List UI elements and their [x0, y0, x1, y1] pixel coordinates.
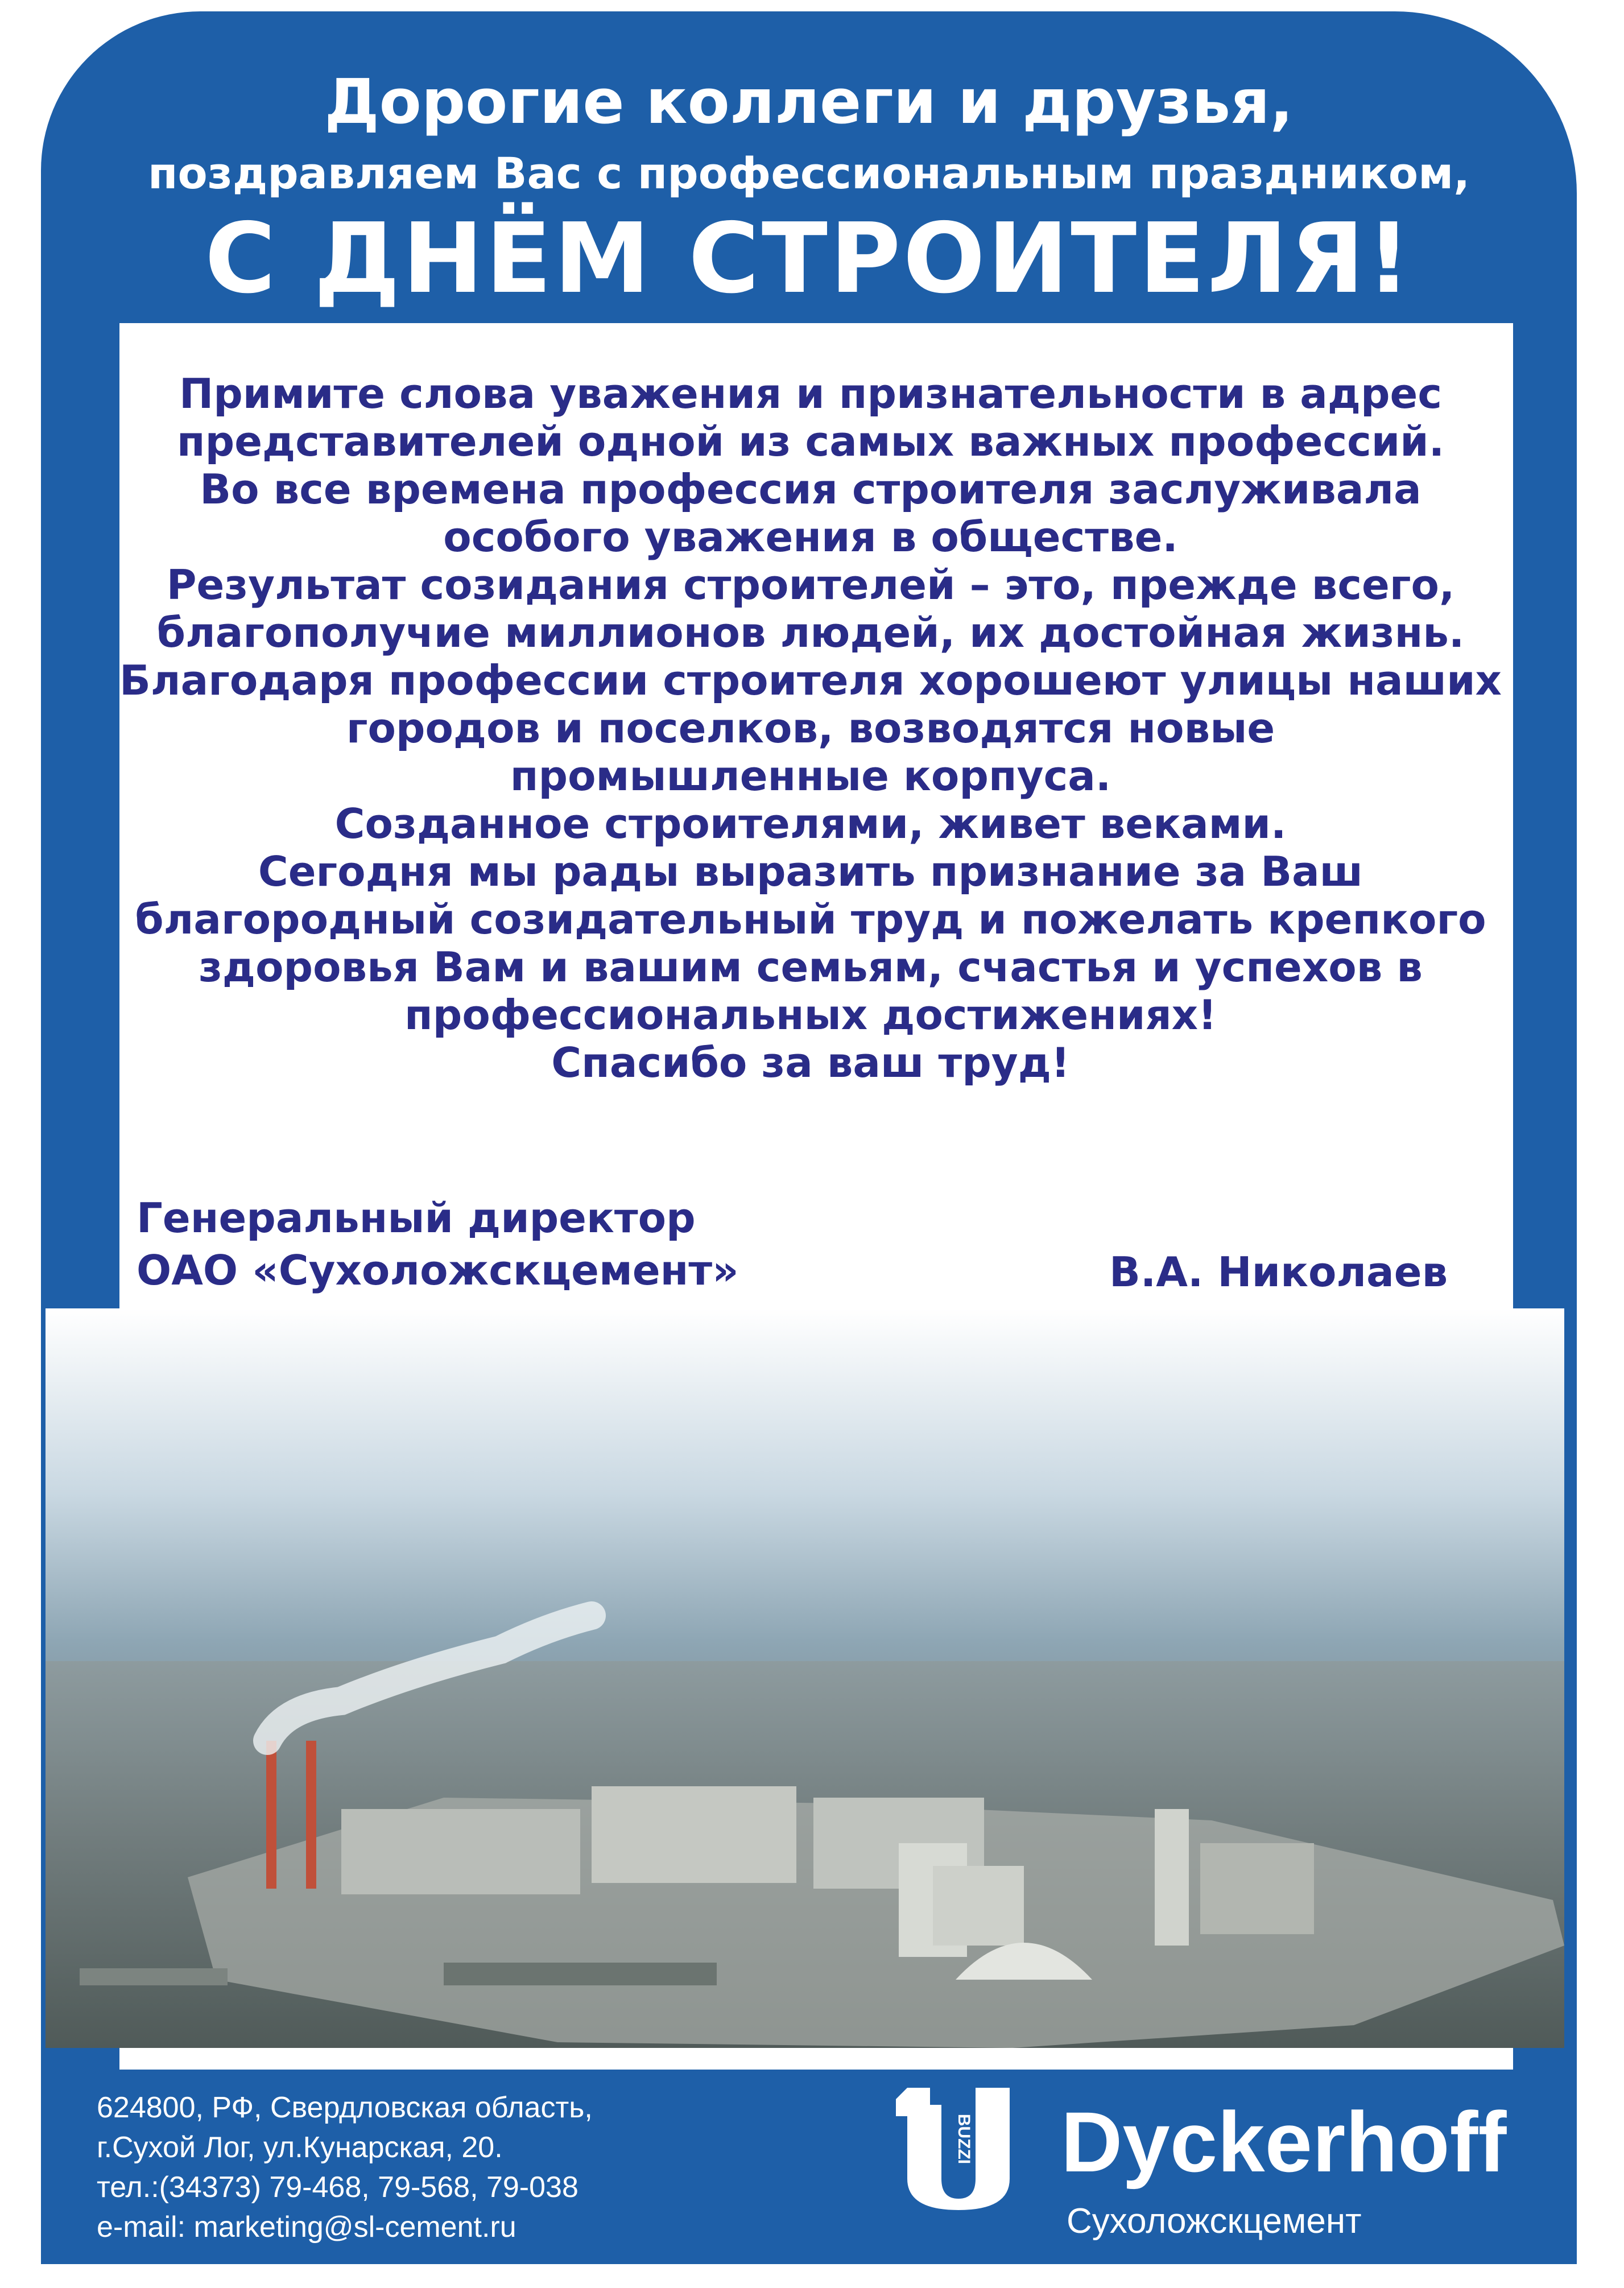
signature-position: Генеральный директор	[137, 1194, 696, 1242]
message-line: Во все времена профессия строителя заслуживала	[200, 465, 1421, 513]
address-line: г.Сухой Лог, ул.Кунарская, 20.	[97, 2131, 503, 2164]
address-line: 624800, РФ, Свердловская область,	[97, 2091, 593, 2124]
congrats-line: поздравляем Вас с профессиональным праздником,	[147, 148, 1470, 199]
buzzi-logo-icon	[890, 2082, 1027, 2213]
message-line: городов и поселков, возводятся новые	[346, 704, 1275, 752]
message-line: Сегодня мы рады выразить признание за Ваш	[258, 848, 1363, 895]
signature-company: ОАО «Сухоложскцемент»	[137, 1246, 739, 1294]
svg-text:BUZZI: BUZZI	[954, 2113, 973, 2165]
message-line: Созданное строителями, живет веками.	[334, 800, 1287, 848]
greeting-line: Дорогие коллеги и друзья,	[324, 67, 1294, 138]
message-line: Спасибо за ваш труд!	[551, 1039, 1070, 1087]
message-line: благородный созидательный труд и пожелать крепкого	[135, 895, 1486, 943]
phone-line: тел.:(34373) 79-468, 79-568, 79-038	[97, 2171, 578, 2204]
header	[41, 11, 1577, 323]
message-body	[85, 370, 1536, 1087]
message-line: особого уважения в обществе.	[443, 513, 1178, 561]
message-line: Примите слова уважения и признательности в адрес	[179, 370, 1443, 418]
holiday-title: С ДНЁМ СТРОИТЕЛЯ!	[205, 203, 1413, 315]
message-line: Результат созидания строителей – это, прежде всего,	[166, 561, 1455, 609]
message-line: Благодаря профессии строителя хорошеют улицы наших	[119, 656, 1502, 704]
contact-info	[97, 2088, 593, 2247]
message-line: представителей одной из самых важных профессий.	[176, 418, 1445, 465]
message-line: профессиональных достижениях!	[404, 991, 1217, 1039]
message-line: благополучие миллионов людей, их достойная жизнь.	[156, 609, 1465, 656]
brand-subtitle: Сухоложскцемент	[1067, 2202, 1362, 2241]
message-line: здоровья Вам и вашим семьям, счастья и успехов в	[199, 943, 1423, 991]
email-line: e-mail: marketing@sl-cement.ru	[97, 2211, 516, 2244]
brand-name: Dyckerhoff	[1061, 2094, 1507, 2190]
plant-aerial-photo	[46, 1308, 1564, 2048]
signature-block	[137, 1192, 739, 1296]
message-line: промышленные корпуса.	[510, 752, 1111, 800]
signature-name: В.А. Николаев	[1109, 1248, 1448, 1296]
